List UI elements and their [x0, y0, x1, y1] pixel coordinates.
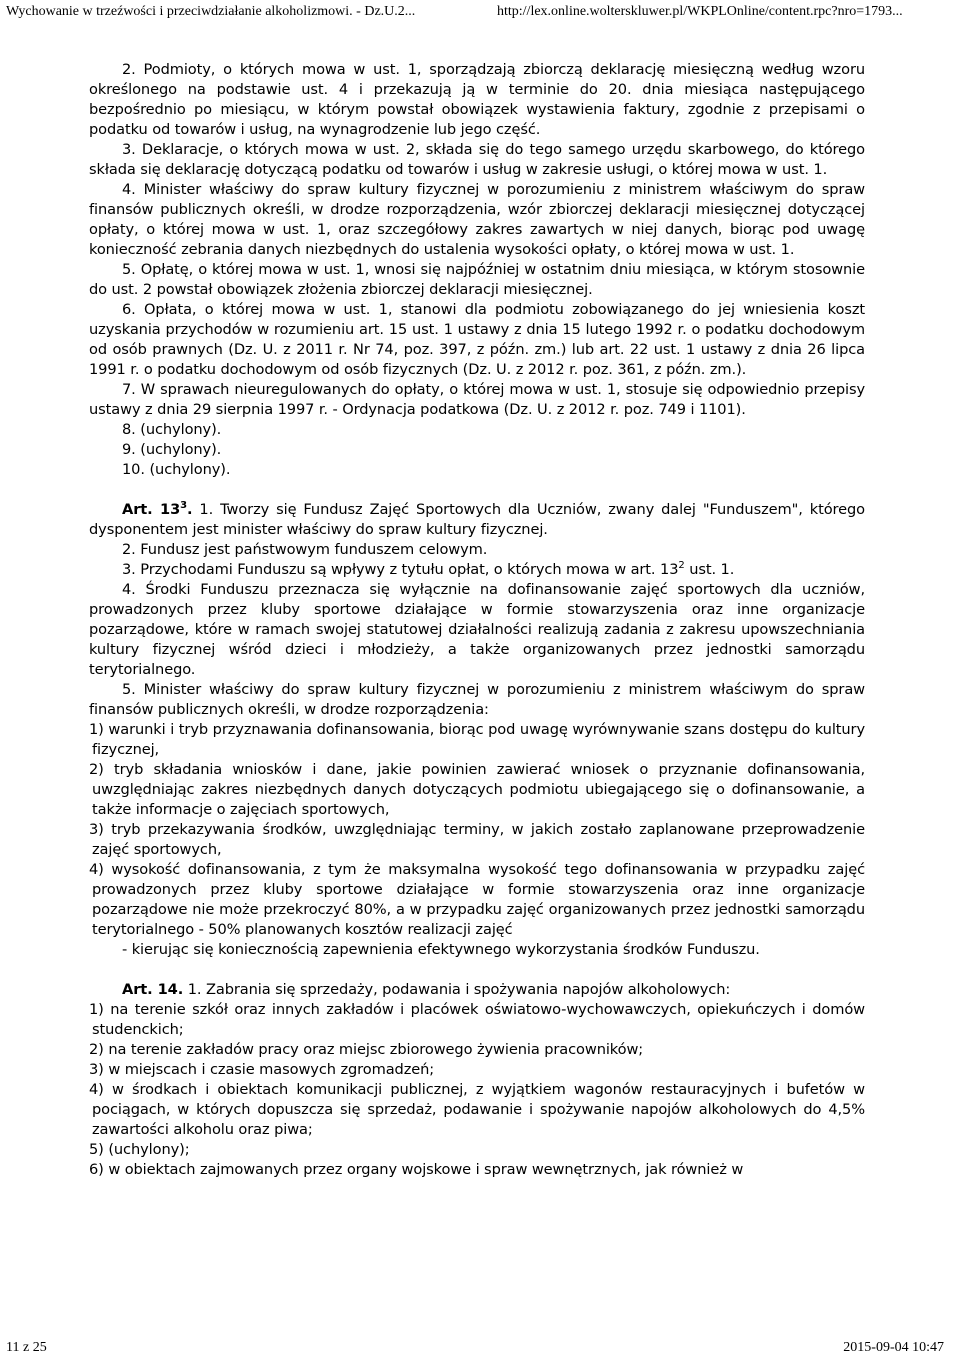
paragraph: - kierując się koniecznością zapewnienia efektywnego wykorzystania środków Funduszu. [122, 941, 760, 958]
paragraph: 9. (uchylony). [122, 441, 222, 458]
paragraph-text: ust. 1. [684, 561, 735, 578]
paragraph: 3. Deklaracje, o których mowa w ust. 2, składa się do tego samego urzędu skarbowego, do którego składa się deklarację dotyczącą podatku od towarów i usług w zakresie usługi, o której mowa w ust. 1. [89, 141, 865, 178]
paragraph: 10. (uchylony). [122, 461, 231, 478]
article-13-heading [122, 501, 192, 518]
paragraph [89, 560, 865, 580]
article-13-text: 1. Tworzy się Fundusz Zajęć Sportowych dla Uczniów, zwany dalej "Funduszem", którego dysponentem jest minister właściwy do spraw kultury fizycznej. [89, 501, 866, 538]
list-item: 5) (uchylony); [89, 1141, 190, 1158]
list-item: 3) tryb przekazywania środków, uwzględniając terminy, w jakich zostało zaplanowane przeprowadzenie zajęć sportowych, [89, 821, 865, 858]
paragraph: 5. Minister właściwy do spraw kultury fizycznej w porozumieniu z ministrem właściwym do spraw finansów publicznych określi, w drodze rozporządzenia: [89, 681, 865, 718]
list-item: 3) w miejscach i czasie masowych zgromadzeń; [89, 1061, 435, 1078]
article-14-heading: Art. 14. [122, 981, 184, 998]
paragraph: 7. W sprawach nieuregulowanych do opłaty, o której mowa w ust. 1, stosuje się odpowiednio przepisy ustawy z dnia 29 sierpnia 1997 r. - Ordynacja podatkowa (Dz. U. z 2012 r. poz. 749 i 1101). [89, 381, 865, 418]
paragraph: 6. Opłata, o której mowa w ust. 1, stanowi dla podmiotu zobowiązanego do jej wniesienia koszt uzyskania przychodów w rozumieniu art. 15 ust. 1 ustawy z dnia 15 lutego 1992 r. o podatku dochodowym od osób prawnych (Dz. U. z 2011 r. Nr 74, poz. 397, z późn. zm.) lub art. 22 ust. 1 ustawy z dnia 26 lipca 1991 r. o podatku dochodowym od osób fizycznych (Dz. U. z 2012 r. poz. 361, z późn. zm.). [89, 301, 865, 378]
paragraph: 2. Podmioty, o których mowa w ust. 1, sporządzają zbiorczą deklarację miesięczną według wzoru określonego na podstawie ust. 4 i przekazują ją w terminie do 20. dnia miesiąca następującego bezpośrednio po miesiącu, w którym powstał obowiązek wystawienia faktury, zgodnie z przepisami o podatku od towarów i usług, na wynagrodzenie lub jego część. [89, 61, 865, 138]
article-13-dot: . [187, 501, 193, 518]
article-13-label: Art. 13 [122, 501, 181, 518]
list-item: 2) na terenie zakładów pracy oraz miejsc zbiorowego żywienia pracowników; [89, 1041, 644, 1058]
print-datetime: 2015-09-04 10:47 [843, 1340, 944, 1355]
article-14-paragraph [89, 980, 865, 1000]
paragraph: 8. (uchylony). [122, 421, 222, 438]
paragraph: 4. Środki Funduszu przeznacza się wyłącznie na dofinansowanie zajęć sportowych dla uczniów, prowadzonych przez kluby sportowe działające w formie stowarzyszenia oraz inne organizacje pozarządowe, które w ramach swojej statutowej działalności realizują zadania z zakresu upowszechniania kultury fizycznej wśród dzieci i młodzieży, a także organizowanych przez jednostki samorządu terytorialnego. [89, 581, 865, 678]
paragraph: 2. Fundusz jest państwowym funduszem celowym. [122, 541, 488, 558]
paragraph: 5. Opłatę, o której mowa w ust. 1, wnosi się najpóźniej w ostatnim dniu miesiąca, w którym stosownie do ust. 2 powstał obowiązek złożenia zbiorczej deklaracji miesięcznej. [89, 261, 865, 298]
paragraph-text: 3. Przychodami Funduszu są wpływy z tytułu opłat, o których mowa w art. 13 [122, 561, 679, 578]
page-number: 11 z 25 [6, 1340, 47, 1355]
list-item: 4) wysokość dofinansowania, z tym że maksymalna wysokość tego dofinansowania w przypadku zajęć prowadzonych przez kluby sportowe działające w formie stowarzyszenia oraz inne organizacje pozarządowe nie może przekroczyć 80%, a w przypadku zajęć organizowanych przez jednostki samorządu terytorialnego - 50% planowanych kosztów realizacji zajęć [89, 861, 865, 938]
document-url: http://lex.online.wolterskluwer.pl/WKPLOnline/content.rpc?nro=1793... [497, 4, 903, 19]
list-item: 1) na terenie szkół oraz innych zakładów i placówek oświatowo-wychowawczych, opiekuńczych i domów studenckich; [89, 1001, 865, 1038]
document-body [89, 60, 865, 1180]
spacer [89, 480, 865, 500]
article-14-text: 1. Zabrania się sprzedaży, podawania i spożywania napojów alkoholowych: [183, 981, 731, 998]
spacer [89, 960, 865, 980]
list-item: 2) tryb składania wniosków i dane, jakie powinien zawierać wniosek o przyznanie dofinansowania, uwzględniając zakres niezbędnych danych dotyczących podmiotu ubiegającego się o dofinansowanie, a także informacje o zajęciach sportowych, [89, 761, 865, 818]
list-item: 4) w środkach i obiektach komunikacji publicznej, z wyjątkiem wagonów restauracyjnych i bufetów w pociągach, w których dopuszcza się sprzedaż, podawanie i spożywanie napojów alkoholowych do 4,5% zawartości alkoholu oraz piwa; [89, 1081, 865, 1138]
list-item: 1) warunki i tryb przyznawania dofinansowania, biorąc pod uwagę wyrównywanie szans dostępu do kultury fizycznej, [89, 721, 865, 758]
paragraph: 4. Minister właściwy do spraw kultury fizycznej w porozumieniu z ministrem właściwym do spraw finansów publicznych określi, w drodze rozporządzenia, wzór zbiorczej deklaracji miesięcznej dotyczącej opłaty, o której mowa w ust. 1, oraz szczegółowy zakres zawartych w niej danych, biorąc pod uwagę konieczność zebrania danych niezbędnych do ustalenia wysokości opłaty, o której mowa w ust. 1. [89, 181, 865, 258]
article-13-paragraph [89, 500, 865, 540]
print-header [0, 0, 960, 22]
article-13-superscript: 3 [180, 500, 187, 511]
document-title: Wychowanie w trzeźwości i przeciwdziałanie alkoholizmowi. - Dz.U.2... [6, 4, 416, 19]
list-item: 6) w obiektach zajmowanych przez organy wojskowe i spraw wewnętrznych, jak również w [89, 1161, 744, 1178]
superscript: 2 [678, 560, 685, 571]
